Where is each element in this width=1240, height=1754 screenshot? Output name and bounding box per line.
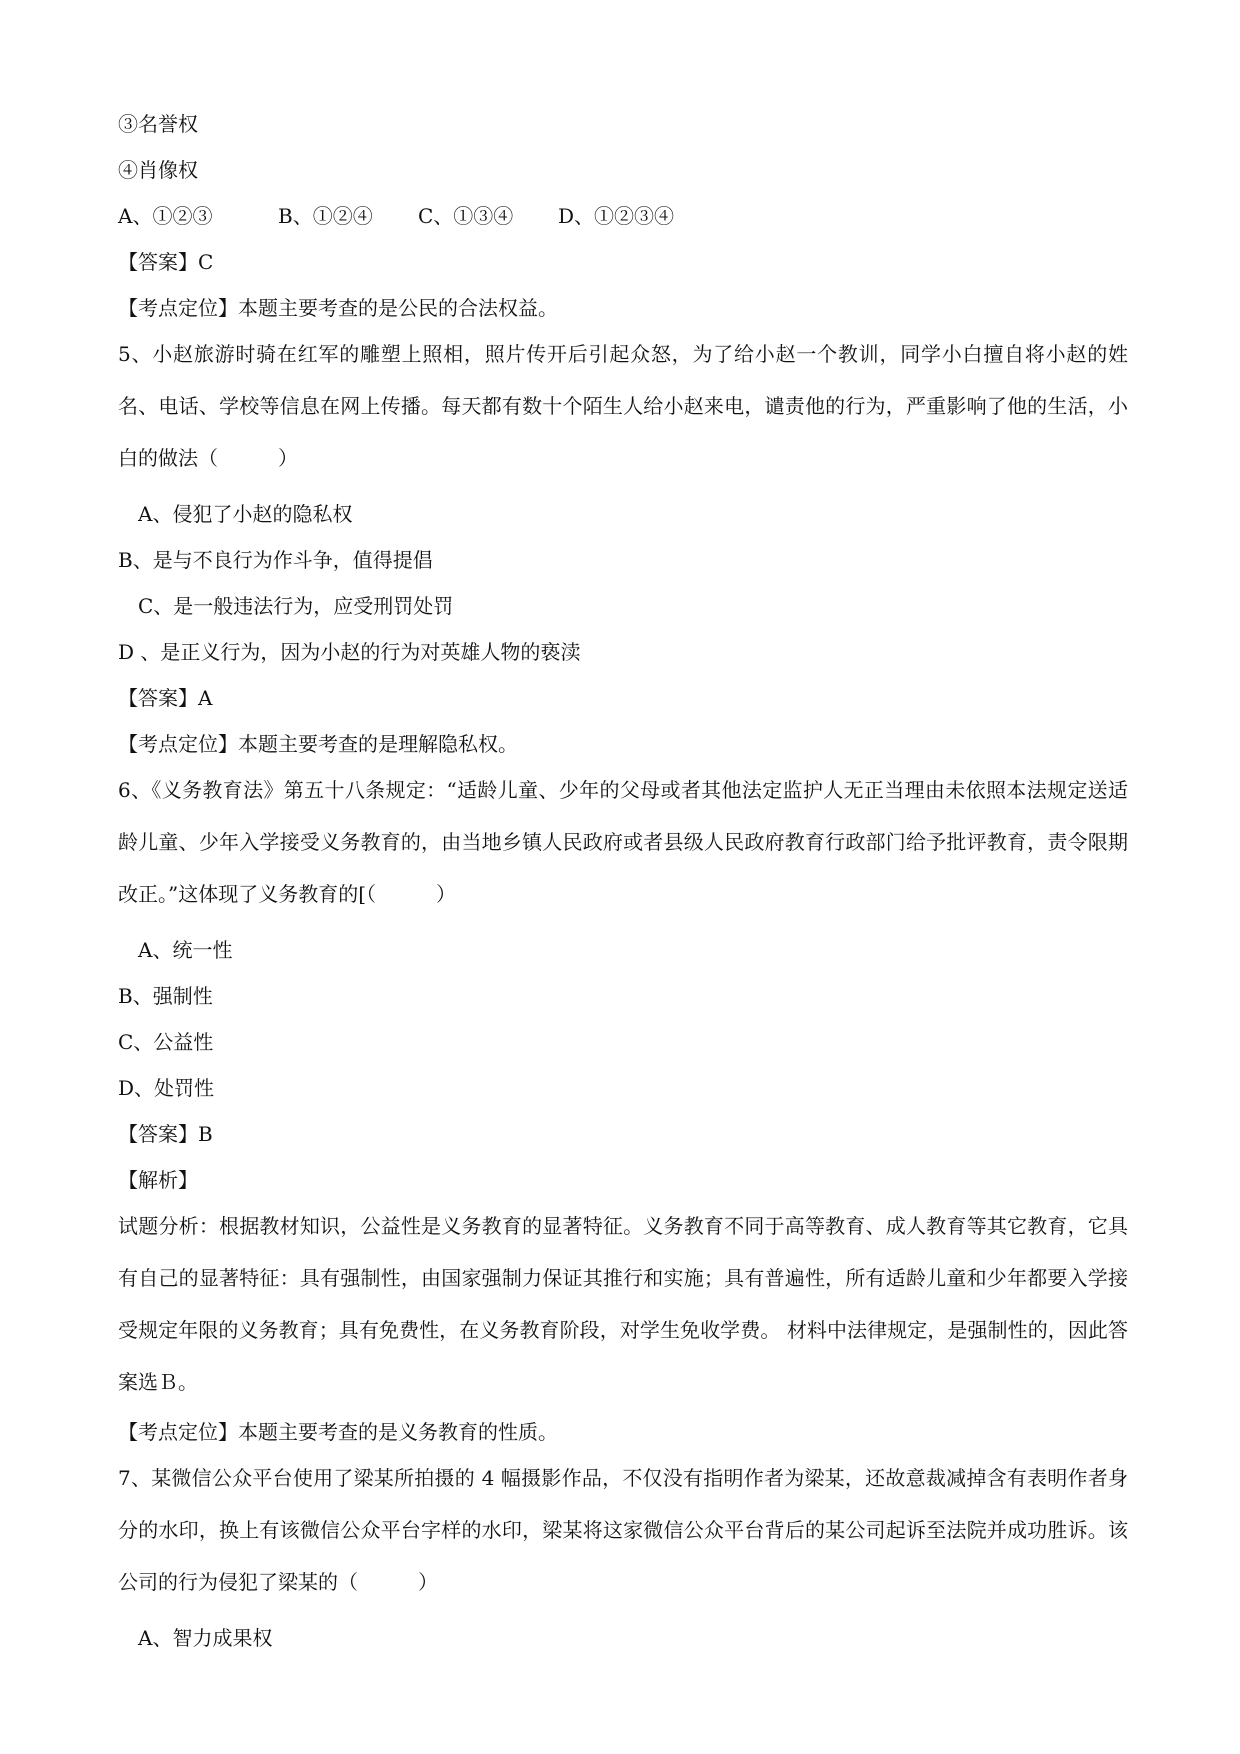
q4-answer: 【答案】C	[118, 250, 214, 274]
q4-options	[118, 204, 1128, 228]
q4-option-c: C、①③④	[418, 204, 514, 228]
q4-point: 【考点定位】本题主要考查的是公民的合法权益。	[118, 296, 558, 320]
q7-stem: 7、某微信公众平台使用了梁某所拍摄的 4 幅摄影作品，不仅没有指明作者为梁某，还故意裁减掉含有表明作者身分的水印，换上有该微信公众平台字样的水印，梁某将这家微信公众平台背后的某公司起诉至法院并成功胜诉。该公司的行为侵犯了梁某的（ ）	[118, 1466, 1128, 1594]
q5-stem: 5、小赵旅游时骑在红军的雕塑上照相，照片传开后引起众怒，为了给小赵一个教训，同学小白擅自将小赵的姓名、电话、学校等信息在网上传播。每天都有数十个陌生人给小赵来电，谴责他的行为，严重影响了他的生活，小白的做法（ ）	[118, 342, 1128, 470]
q5-answer: 【答案】A	[118, 686, 213, 710]
q6-analysis: 试题分析：根据教材知识，公益性是义务教育的显著特征。义务教育不同于高等教育、成人教育等其它教育，它具有自己的显著特征：具有强制性，由国家强制力保证其推行和实施；具有普遍性，所有适龄儿童和少年都要入学接受规定年限的义务教育；具有免费性，在义务教育阶段，对学生免收学费。 材料中法律规定，是强制性的，因此答案选Ｂ。	[118, 1214, 1128, 1394]
q4-option-b: B、①②④	[278, 204, 373, 228]
q7-option-a: A、智力成果权	[138, 1626, 273, 1650]
q6-option-d: D、处罚性	[118, 1076, 215, 1100]
q4-option-d: D、①②③④	[558, 204, 675, 228]
q5-point: 【考点定位】本题主要考查的是理解隐私权。	[118, 732, 518, 756]
q4-item-4: ④肖像权	[118, 158, 198, 182]
q5-option-c: C、是一般违法行为，应受刑罚处罚	[138, 594, 454, 618]
q5-option-b: B、是与不良行为作斗争，值得提倡	[118, 548, 433, 572]
q6-option-a: A、统一性	[138, 938, 233, 962]
q6-analysis-label: 【解析】	[118, 1168, 198, 1192]
q5-option-a: A、侵犯了小赵的隐私权	[138, 502, 353, 526]
q4-item-3: ③名誉权	[118, 112, 198, 136]
q6-option-b: B、强制性	[118, 984, 213, 1008]
q5-option-d: D 、是正义行为，因为小赵的行为对英雄人物的亵渎	[118, 640, 581, 664]
q6-stem: 6、《义务教育法》第五十八条规定：“适龄儿童、少年的父母或者其他法定监护人无正当理由未依照本法规定送适龄儿童、少年入学接受义务教育的，由当地乡镇人民政府或者县级人民政府教育行政部门给予批评教育，责令限期改正。”这体现了义务教育的[（ ）	[118, 778, 1128, 906]
q6-option-c: C、公益性	[118, 1030, 214, 1054]
q6-answer: 【答案】B	[118, 1122, 213, 1146]
q4-option-a: A、①②③	[118, 204, 213, 228]
q6-point: 【考点定位】本题主要考查的是义务教育的性质。	[118, 1420, 558, 1444]
